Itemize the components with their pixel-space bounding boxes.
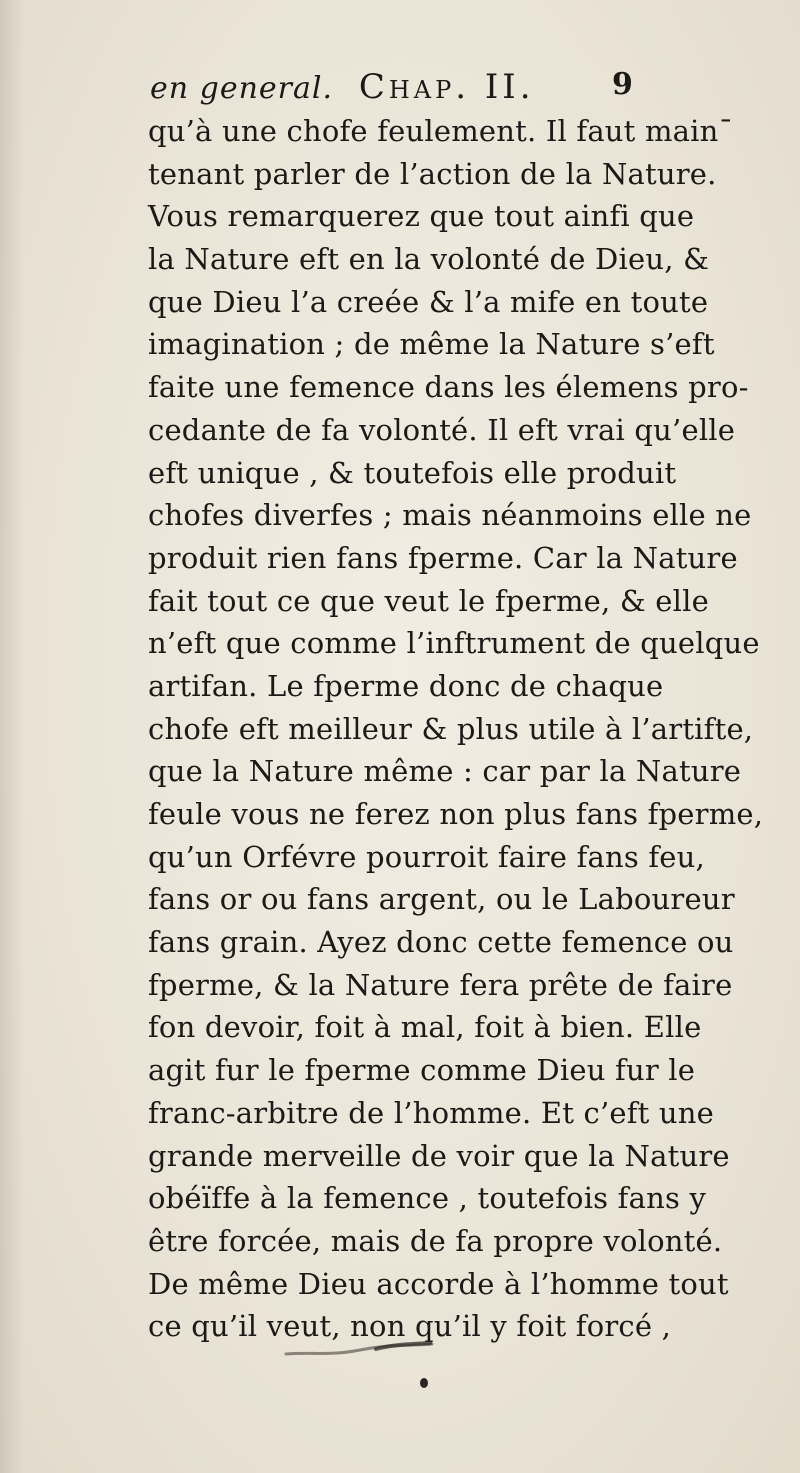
text-line: franc-arbitre de l’homme. Et c’eft une <box>148 1095 715 1130</box>
text-line: agit fur le fperme comme Dieu fur le <box>148 1053 696 1088</box>
text-line: fans grain. Ayez donc cette femence ou <box>148 925 734 960</box>
text-line: Vous remarquerez que tout ainfi que <box>148 199 695 234</box>
page-gutter-shadow <box>0 0 24 1473</box>
page-number: 9 <box>612 67 633 102</box>
text-line: qu’à une chofe feulement. Il faut main¯ <box>148 114 734 148</box>
text-line: chofes diverfes ; mais néanmoins elle ne <box>148 498 752 533</box>
text-line: qu’un Orfévre pourroit faire fans feu, <box>148 839 705 874</box>
text-line: obéïffe à la femence , toutefois fans y <box>148 1181 707 1216</box>
running-title: en general. <box>150 71 334 106</box>
text-line: feule vous ne ferez non plus fans fperme, <box>148 797 764 831</box>
body-text <box>148 110 764 1348</box>
ink-dot-decoration <box>420 1378 428 1388</box>
text-line: fait tout ce que veut le fperme, & elle <box>148 583 709 618</box>
text-line: fans or ou fans argent, ou le Laboureur <box>148 882 735 917</box>
text-line: fon devoir, foit à mal, foit à bien. Elle <box>148 1010 702 1045</box>
text-line: faite une femence dans les élemens pro- <box>148 370 749 405</box>
text-line: être forcée, mais de fa propre volonté. <box>148 1223 723 1258</box>
text-line: ce qu’il veut, non qu’il y foit forcé , <box>148 1309 672 1344</box>
ink-smudge-decoration <box>280 1340 440 1360</box>
text-line: que la Nature même : car par la Nature <box>148 754 742 789</box>
text-line: imagination ; de même la Nature s’eft <box>148 327 715 362</box>
text-line: chofe eft meilleur & plus utile à l’artifte, <box>148 711 754 746</box>
running-head <box>150 64 570 110</box>
chapter-label: Chap. II. <box>358 67 535 107</box>
text-line: que Dieu l’a creée & l’a mife en toute <box>148 284 709 319</box>
text-line: eft unique , & toutefois elle produit <box>148 455 677 490</box>
text-line: n’eft que comme l’inftrument de quelque <box>148 626 760 661</box>
text-line: tenant parler de l’action de la Nature. <box>148 156 717 191</box>
text-line: la Nature eft en la volonté de Dieu, & <box>148 242 710 277</box>
text-line: cedante de fa volonté. Il eft vrai qu’elle <box>148 412 736 447</box>
text-line: produit rien fans fperme. Car la Nature <box>148 540 738 575</box>
text-line: fperme, & la Nature fera prête de faire <box>148 967 733 1002</box>
text-line: De même Dieu accorde à l’homme tout <box>148 1266 729 1301</box>
text-line: artifan. Le fperme donc de chaque <box>148 668 664 703</box>
text-line: grande merveille de voir que la Nature <box>148 1138 730 1173</box>
